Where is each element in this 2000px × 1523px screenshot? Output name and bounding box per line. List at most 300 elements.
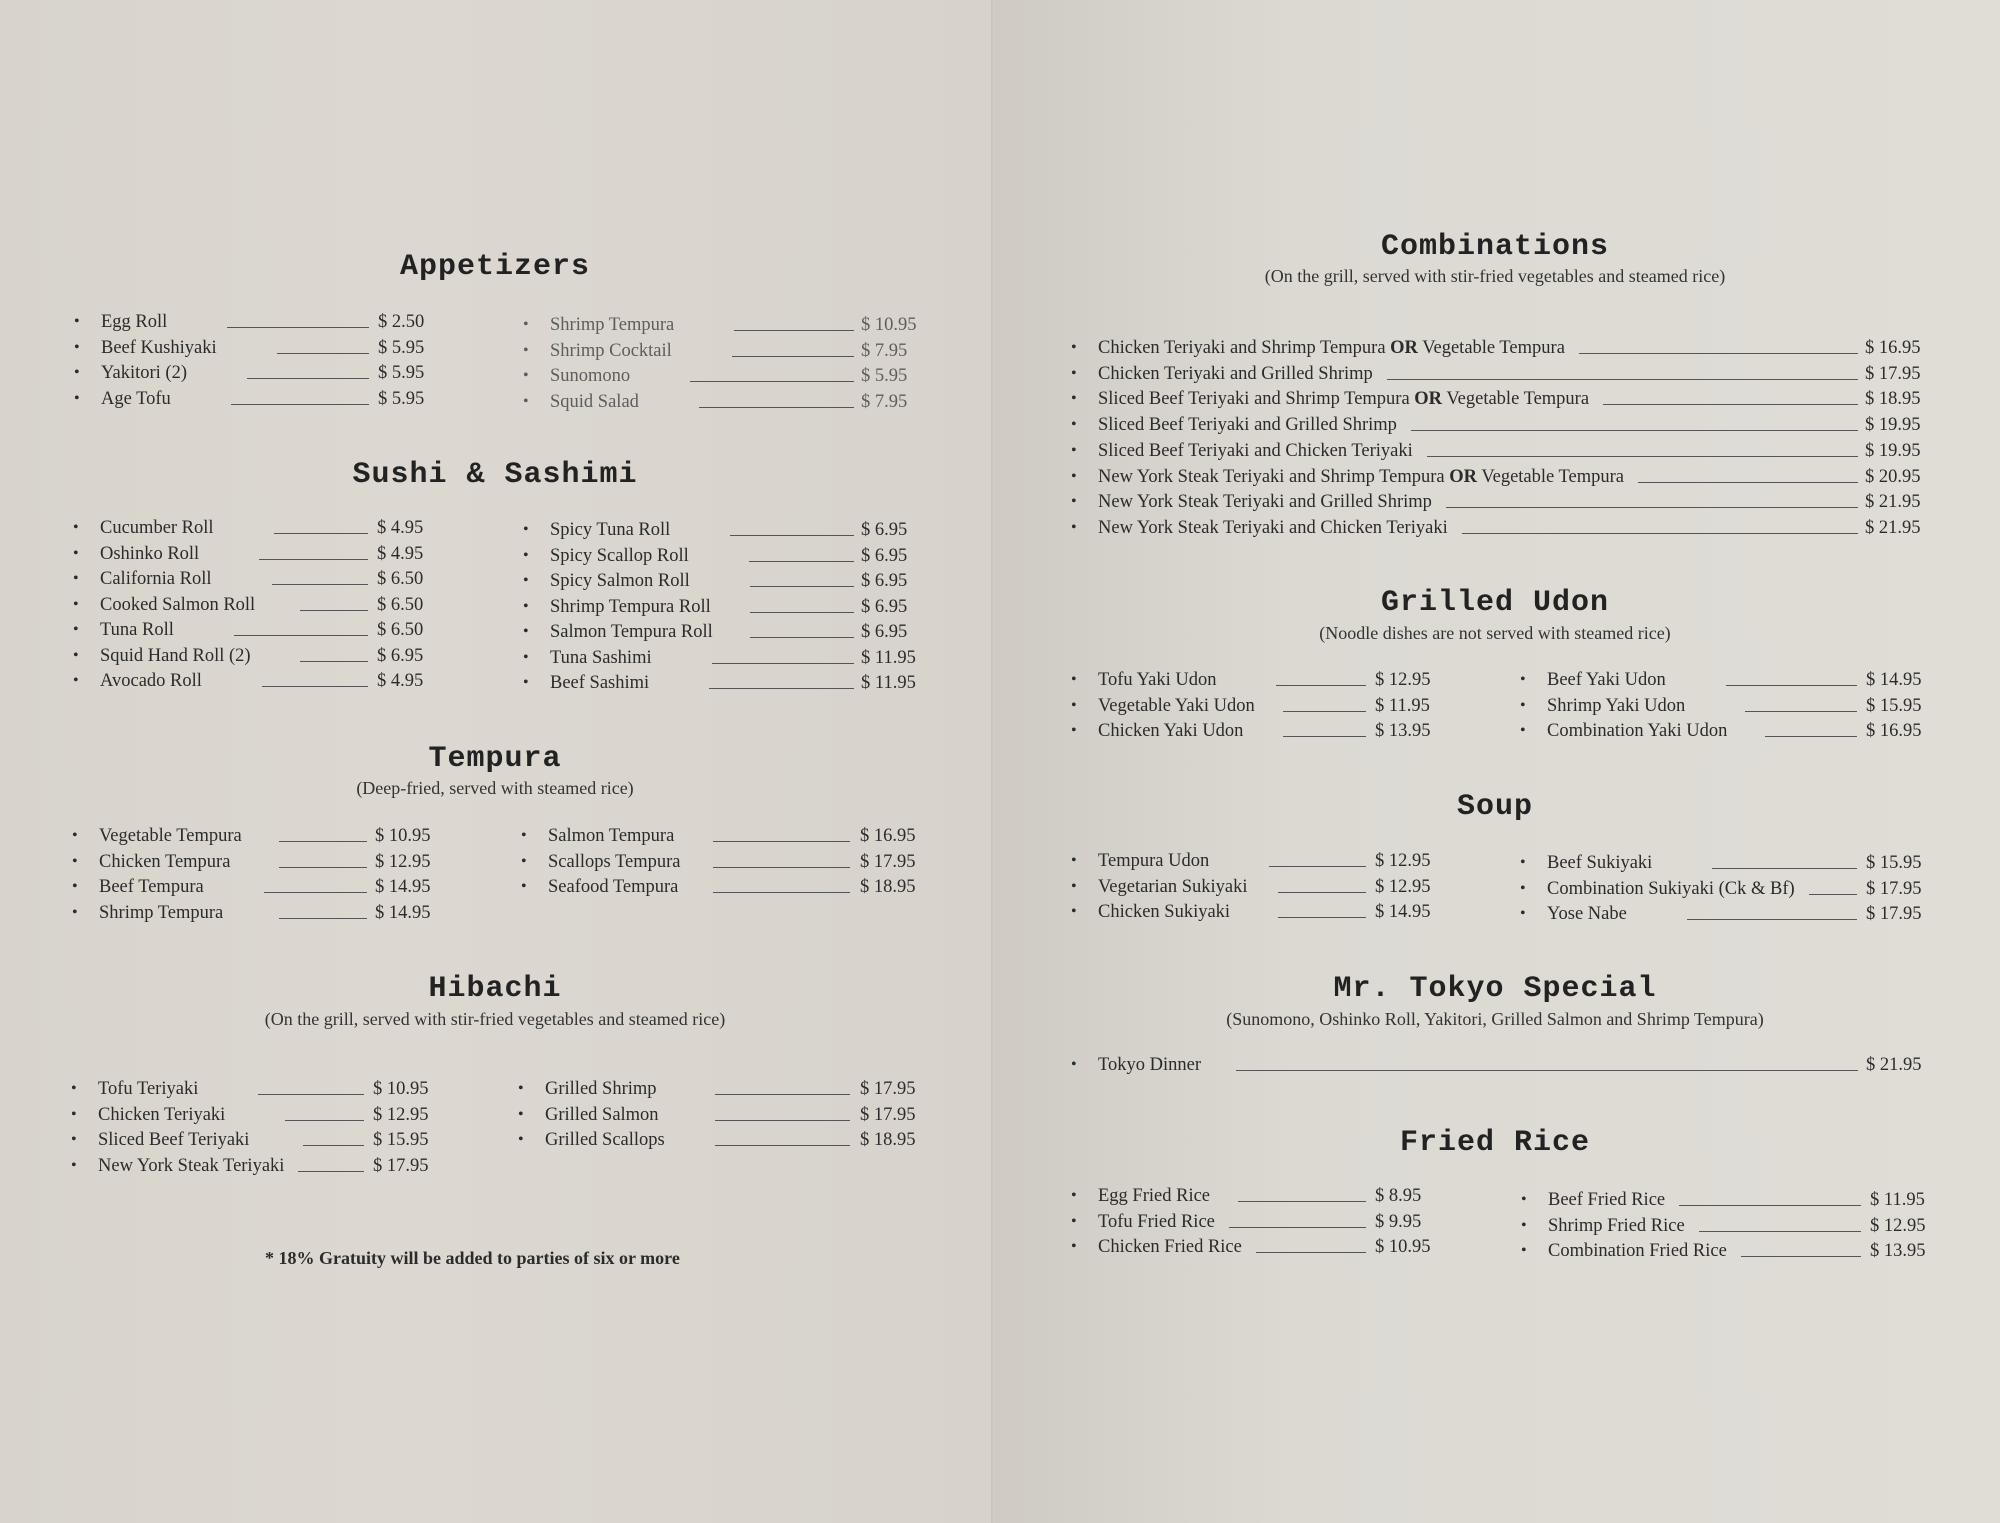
menu-item-name: Egg Fried Rice <box>1098 1186 1211 1206</box>
menu-item-name: Squid Hand Roll (2) <box>100 645 251 666</box>
menu-item-price: $ 19.95 <box>1865 415 1921 436</box>
menu-item-price: $ 5.95 <box>861 366 908 386</box>
bullet-icon: • <box>73 595 79 613</box>
combination-main: Chicken Teriyaki and Shrimp Tempura <box>1098 338 1386 358</box>
menu-item <box>1520 694 1946 718</box>
combination-main: New York Steak Teriyaki and Grilled Shrimp <box>1098 492 1432 513</box>
leader-line <box>1427 456 1858 457</box>
leader-line <box>274 533 368 534</box>
leader-line <box>1765 736 1857 737</box>
menu-item-price: $ 20.95 <box>1865 466 1921 487</box>
bullet-icon: • <box>71 1080 77 1097</box>
bullet-icon: • <box>73 544 79 562</box>
menu-item-name: Squid Salad <box>550 391 639 412</box>
menu-item-name: Tofu Fried Rice <box>1098 1211 1215 1232</box>
menu-item-price: $ 14.95 <box>375 902 431 923</box>
menu-item-price: $ 14.95 <box>1375 902 1431 922</box>
menu-item <box>73 593 457 617</box>
mr-tokyo-special-heading: Mr. Tokyo Special <box>1333 972 1657 1006</box>
menu-item-name: Tuna Sashimi <box>550 647 652 668</box>
menu-item-name: Chicken Tempura <box>99 851 231 872</box>
menu-item <box>73 542 457 566</box>
leader-line <box>1283 736 1366 737</box>
bullet-icon: • <box>1071 390 1077 408</box>
menu-item-price: $ 12.95 <box>375 851 431 872</box>
combination-main: Sliced Beef Teriyaki and Chicken Teriyaki <box>1098 440 1413 461</box>
leader-line <box>227 327 369 328</box>
menu-item <box>71 1128 453 1152</box>
menu-item-name <box>1098 413 1397 437</box>
menu-item <box>521 824 940 848</box>
menu-item-name: Chicken Teriyaki <box>98 1104 226 1125</box>
menu-item <box>523 339 941 363</box>
menu-item <box>523 646 941 670</box>
menu-item-price: $ 16.95 <box>1865 338 1921 358</box>
menu-item-name: Combination Fried Rice <box>1548 1241 1727 1261</box>
combination-item <box>1071 516 1945 540</box>
grilled-udon-subheading: (Noodle dishes are not served with steamed rice) <box>1319 623 1671 643</box>
menu-item-name: Combination Sukiyaki (Ck & Bf) <box>1547 878 1795 899</box>
bullet-icon: • <box>523 367 529 384</box>
bullet-icon: • <box>1071 722 1077 739</box>
bullet-icon: • <box>523 648 529 666</box>
menu-item <box>73 516 457 540</box>
menu-item-price: $ 16.95 <box>1866 721 1922 741</box>
menu-item <box>1520 719 1946 743</box>
menu-item-price: $ 17.95 <box>860 1104 916 1125</box>
leader-line <box>1809 894 1857 895</box>
menu-item-price: $ 12.95 <box>1375 851 1431 871</box>
menu-item-name: Beef Sashimi <box>550 673 650 693</box>
menu-item <box>72 850 455 874</box>
menu-item-price: $ 9.95 <box>1375 1211 1422 1232</box>
combinations-subheading: (On the grill, served with stir-fried vegetables and steamed rice) <box>1264 266 1726 286</box>
menu-item-name <box>1098 465 1624 489</box>
bullet-icon: • <box>1071 441 1077 459</box>
bullet-icon: • <box>73 672 79 689</box>
menu-item-price: $ 8.95 <box>1375 1186 1422 1206</box>
menu-item <box>1520 877 1946 901</box>
menu-item-name: Avocado Roll <box>100 671 202 691</box>
menu-item <box>1071 1235 1455 1259</box>
menu-item-price: $ 17.95 <box>1865 363 1921 384</box>
leader-line <box>1238 1201 1366 1202</box>
menu-item-price: $ 10.95 <box>373 1079 429 1099</box>
menu-item <box>523 364 941 388</box>
menu-item <box>523 620 941 644</box>
menu-item-name: Grilled Shrimp <box>545 1079 657 1099</box>
menu-item <box>1071 668 1455 692</box>
menu-item-price: $ 6.95 <box>861 520 908 540</box>
gratuity-note: * 18% Gratuity will be added to parties of six or more <box>265 1248 680 1268</box>
menu-item-price: $ 6.50 <box>377 569 424 589</box>
leader-line <box>1411 430 1858 431</box>
leader-line <box>300 661 368 662</box>
leader-line <box>732 356 854 357</box>
menu-item-price: $ 5.95 <box>378 363 425 383</box>
leader-line <box>690 381 854 382</box>
appetizers-heading: Appetizers <box>399 250 591 284</box>
menu-item-name: Spicy Salmon Roll <box>550 571 690 591</box>
leader-line <box>750 586 854 587</box>
menu-item-price: $ 12.95 <box>373 1104 429 1125</box>
bullet-icon: • <box>1071 518 1077 536</box>
leader-line <box>1278 892 1366 893</box>
leader-line <box>715 1145 850 1146</box>
menu-item-price: $ 5.95 <box>378 388 425 409</box>
menu-item <box>73 567 457 591</box>
leader-line <box>1741 1256 1861 1257</box>
combination-item <box>1071 490 1945 514</box>
menu-item-name: Chicken Fried Rice <box>1098 1237 1242 1257</box>
menu-item-price: $ 12.95 <box>1375 876 1431 897</box>
bullet-icon: • <box>523 597 529 615</box>
menu-item-name: Chicken Sukiyaki <box>1098 902 1231 922</box>
bullet-icon: • <box>71 1156 77 1174</box>
bullet-icon: • <box>74 389 80 407</box>
bullet-icon: • <box>1071 1056 1077 1073</box>
menu-right-page <box>993 0 2000 1523</box>
menu-item-price: $ 11.95 <box>1375 695 1430 716</box>
menu-item <box>523 518 941 542</box>
combination-item <box>1071 387 1945 411</box>
menu-item-price: $ 4.95 <box>377 518 424 538</box>
menu-item-name: Yakitori (2) <box>101 363 187 383</box>
menu-item-name: Vegetable Tempura <box>99 826 242 846</box>
menu-item-price: $ 13.95 <box>1375 721 1431 741</box>
menu-item <box>1071 1053 1946 1077</box>
leader-line <box>750 612 854 613</box>
menu-item-name: Vegetarian Sukiyaki <box>1098 876 1248 897</box>
bullet-icon: • <box>523 546 529 564</box>
menu-item <box>1071 1184 1455 1208</box>
leader-line <box>1687 919 1857 920</box>
bullet-icon: • <box>72 827 78 844</box>
menu-item-price: $ 21.95 <box>1866 1055 1922 1075</box>
leader-line <box>1283 711 1366 712</box>
leader-line <box>262 686 368 687</box>
menu-item-name: Shrimp Cocktail <box>550 340 672 361</box>
menu-item <box>523 595 941 619</box>
menu-item <box>1520 668 1946 692</box>
menu-item-name: Seafood Tempura <box>548 877 679 897</box>
bullet-icon: • <box>1071 1238 1077 1255</box>
combination-alternative: Vegetable Tempura <box>1446 389 1590 410</box>
combination-main: Sliced Beef Teriyaki and Grilled Shrimp <box>1098 415 1397 436</box>
menu-item-price: $ 7.95 <box>861 391 908 412</box>
menu-item <box>1071 719 1455 743</box>
fried-rice-heading: Fried Rice <box>1399 1126 1591 1160</box>
bullet-icon: • <box>523 392 529 410</box>
menu-item <box>73 669 457 693</box>
bullet-icon: • <box>1071 696 1077 714</box>
menu-item <box>71 1077 453 1101</box>
menu-item <box>72 875 455 899</box>
leader-line <box>277 353 369 354</box>
soup-heading: Soup <box>1456 790 1533 824</box>
leader-line <box>713 892 850 893</box>
menu-item-price: $ 12.95 <box>1375 670 1431 690</box>
menu-item-name: Beef Kushiyaki <box>101 337 217 358</box>
bullet-icon: • <box>523 316 529 333</box>
leader-line <box>1446 507 1858 508</box>
combination-item <box>1071 439 1945 463</box>
menu-item-price: $ 7.95 <box>861 340 908 361</box>
hibachi-heading: Hibachi <box>428 972 562 1006</box>
menu-item-price: $ 19.95 <box>1865 440 1921 461</box>
bullet-icon: • <box>73 570 79 587</box>
bullet-icon: • <box>74 338 80 356</box>
leader-line <box>734 330 854 331</box>
combination-main: Sliced Beef Teriyaki and Shrimp Tempura <box>1098 389 1410 410</box>
menu-item-name: Beef Tempura <box>99 877 204 897</box>
leader-line <box>1269 866 1366 867</box>
leader-line <box>1387 379 1858 380</box>
leader-line <box>285 1120 364 1121</box>
menu-item-name <box>1098 362 1373 386</box>
leader-line <box>1726 685 1857 686</box>
menu-item <box>1521 1239 1950 1263</box>
menu-item <box>523 569 941 593</box>
menu-item-name: Tokyo Dinner <box>1098 1055 1202 1075</box>
leader-line <box>1603 404 1858 405</box>
menu-item <box>1520 902 1946 926</box>
menu-item-price: $ 6.95 <box>861 545 908 566</box>
menu-item <box>1071 900 1455 924</box>
menu-item-price: $ 6.95 <box>377 645 424 666</box>
menu-item <box>72 824 455 848</box>
bullet-icon: • <box>523 674 529 691</box>
menu-item-price: $ 17.95 <box>1866 904 1922 924</box>
menu-item-name: Cooked Salmon Roll <box>100 594 256 615</box>
menu-item-name: Salmon Tempura <box>548 826 675 846</box>
menu-item-name: Cucumber Roll <box>100 518 214 538</box>
bullet-icon: • <box>73 519 79 536</box>
menu-item-name: Shrimp Tempura <box>550 315 675 335</box>
combination-item <box>1071 465 1945 489</box>
leader-line <box>1679 1205 1861 1206</box>
leader-line <box>1256 1252 1366 1253</box>
or-label: OR <box>1390 338 1418 358</box>
bullet-icon: • <box>1071 852 1077 869</box>
bullet-icon: • <box>73 646 79 664</box>
bullet-icon: • <box>73 621 79 638</box>
leader-line <box>1638 482 1858 483</box>
leader-line <box>259 559 368 560</box>
bullet-icon: • <box>521 852 527 870</box>
menu-item-name: Salmon Tempura Roll <box>550 622 713 642</box>
menu-item-price: $ 11.95 <box>861 673 916 693</box>
bullet-icon: • <box>523 341 529 359</box>
menu-item <box>523 390 941 414</box>
menu-item <box>1520 851 1946 875</box>
menu-item-name: Beef Sukiyaki <box>1547 853 1653 873</box>
menu-item-name: Sunomono <box>550 366 631 386</box>
menu-item-name: Oshinko Roll <box>100 543 200 564</box>
menu-item-name: Tofu Teriyaki <box>98 1079 199 1099</box>
menu-item-name: Shrimp Fried Rice <box>1548 1215 1685 1236</box>
menu-item-price: $ 10.95 <box>861 315 917 335</box>
menu-item-price: $ 6.95 <box>861 596 908 617</box>
menu-item-price: $ 11.95 <box>1870 1190 1925 1210</box>
menu-item-price: $ 13.95 <box>1870 1241 1926 1261</box>
combinations-heading: Combinations <box>1380 230 1610 264</box>
bullet-icon: • <box>1521 1191 1527 1208</box>
leader-line <box>1579 353 1858 354</box>
menu-item <box>521 850 940 874</box>
menu-item-price: $ 17.95 <box>860 1079 916 1099</box>
menu-item-name: Shrimp Yaki Udon <box>1547 695 1686 716</box>
menu-item-price: $ 17.95 <box>860 851 916 872</box>
leader-line <box>715 1120 850 1121</box>
bullet-icon: • <box>74 364 80 381</box>
menu-item-price: $ 6.50 <box>377 620 424 640</box>
menu-item <box>74 387 458 411</box>
bullet-icon: • <box>521 827 527 844</box>
combination-alternative: Vegetable Tempura <box>1422 338 1565 358</box>
bullet-icon: • <box>1071 1212 1077 1230</box>
menu-item <box>74 310 458 334</box>
menu-item-name: Tempura Udon <box>1098 851 1210 871</box>
sushi-sashimi-heading: Sushi & Sashimi <box>352 458 638 492</box>
menu-item-price: $ 15.95 <box>1866 695 1922 716</box>
menu-item-price: $ 11.95 <box>861 647 916 668</box>
menu-item-price: $ 6.95 <box>861 622 908 642</box>
menu-item <box>523 671 941 695</box>
bullet-icon: • <box>518 1105 524 1123</box>
leader-line <box>1699 1231 1861 1232</box>
grilled-udon-heading: Grilled Udon <box>1380 586 1610 620</box>
menu-item <box>73 618 457 642</box>
leader-line <box>1229 1227 1366 1228</box>
menu-item <box>518 1103 940 1127</box>
hibachi-subheading: (On the grill, served with stir-fried vegetables and steamed rice) <box>264 1009 726 1029</box>
bullet-icon: • <box>523 521 529 538</box>
bullet-icon: • <box>72 852 78 870</box>
menu-item-price: $ 6.95 <box>861 571 908 591</box>
menu-item-name <box>1098 336 1565 360</box>
leader-line <box>264 892 367 893</box>
bullet-icon: • <box>523 623 529 640</box>
bullet-icon: • <box>1071 903 1077 920</box>
menu-item <box>1071 694 1455 718</box>
leader-line <box>1745 711 1857 712</box>
page-fold <box>991 0 995 1523</box>
menu-item-price: $ 21.95 <box>1865 492 1921 513</box>
bullet-icon: • <box>521 878 527 895</box>
menu-item-price: $ 6.50 <box>377 594 424 615</box>
menu-item <box>1521 1214 1950 1238</box>
leader-line <box>231 404 369 405</box>
menu-item-name: Shrimp Tempura Roll <box>550 596 711 617</box>
bullet-icon: • <box>72 878 78 895</box>
menu-item-price: $ 17.95 <box>373 1155 429 1176</box>
leader-line <box>303 1145 364 1146</box>
menu-item <box>1071 1210 1455 1234</box>
menu-item-name <box>1098 516 1448 540</box>
leader-line <box>709 688 854 689</box>
menu-item-name: Tofu Yaki Udon <box>1098 670 1217 690</box>
menu-item-name <box>1098 439 1413 463</box>
bullet-icon: • <box>518 1131 524 1148</box>
leader-line <box>300 610 368 611</box>
bullet-icon: • <box>1520 696 1526 714</box>
menu-item-price: $ 10.95 <box>375 826 431 846</box>
leader-line <box>699 407 854 408</box>
menu-item <box>72 901 455 925</box>
menu-item-price: $ 14.95 <box>375 877 431 897</box>
menu-item-name: Spicy Tuna Roll <box>550 520 671 540</box>
or-label: OR <box>1414 389 1443 410</box>
menu-item <box>523 313 941 337</box>
bullet-icon: • <box>1521 1216 1527 1234</box>
menu-item-price: $ 2.50 <box>378 312 425 332</box>
menu-item-price: $ 12.95 <box>1870 1215 1926 1236</box>
menu-item-name: California Roll <box>100 569 212 589</box>
menu-item <box>71 1154 453 1178</box>
menu-item <box>71 1103 453 1127</box>
menu-item <box>523 544 941 568</box>
menu-item <box>1521 1188 1950 1212</box>
bullet-icon: • <box>1071 493 1077 511</box>
leader-line <box>730 535 854 536</box>
leader-line <box>1462 533 1858 534</box>
bullet-icon: • <box>72 903 78 921</box>
menu-item-name: Age Tofu <box>101 388 171 409</box>
bullet-icon: • <box>74 313 80 330</box>
menu-item-price: $ 16.95 <box>860 826 916 846</box>
menu-item-price: $ 10.95 <box>1375 1237 1431 1257</box>
tempura-heading: Tempura <box>428 742 562 776</box>
menu-item <box>518 1128 940 1152</box>
combination-alternative: Vegetable Tempura <box>1481 466 1625 487</box>
leader-line <box>713 841 850 842</box>
bullet-icon: • <box>71 1131 77 1148</box>
bullet-icon: • <box>1071 1187 1077 1204</box>
leader-line <box>715 1094 850 1095</box>
menu-item <box>518 1077 940 1101</box>
leader-line <box>279 918 367 919</box>
bullet-icon: • <box>518 1080 524 1097</box>
menu-item <box>74 336 458 360</box>
bullet-icon: • <box>1521 1242 1527 1259</box>
menu-item-name: Scallops Tempura <box>548 851 681 872</box>
leader-line <box>298 1171 364 1172</box>
leader-line <box>1712 868 1857 869</box>
menu-item-name: Combination Yaki Udon <box>1547 721 1728 741</box>
combination-main: New York Steak Teriyaki and Chicken Teriyaki <box>1098 517 1448 538</box>
leader-line <box>279 841 367 842</box>
menu-item-name: Sliced Beef Teriyaki <box>98 1130 250 1150</box>
menu-item-name <box>1098 490 1432 514</box>
menu-item-name: New York Steak Teriyaki <box>98 1155 285 1176</box>
bullet-icon: • <box>1520 905 1526 922</box>
leader-line <box>1278 917 1366 918</box>
menu-item-price: $ 21.95 <box>1865 517 1921 538</box>
bullet-icon: • <box>1520 854 1526 871</box>
menu-item-name: Shrimp Tempura <box>99 902 224 923</box>
or-label: OR <box>1449 466 1478 487</box>
combination-main: Chicken Teriyaki and Grilled Shrimp <box>1098 363 1373 384</box>
leader-line <box>1236 1070 1858 1071</box>
mr-tokyo-special-subheading: (Sunomono, Oshinko Roll, Yakitori, Grilled Salmon and Shrimp Tempura) <box>1226 1009 1764 1029</box>
menu-item <box>74 361 458 385</box>
menu-item-price: $ 18.95 <box>1865 389 1921 410</box>
bullet-icon: • <box>1071 467 1077 485</box>
menu-item-price: $ 14.95 <box>1866 670 1922 690</box>
menu-item-price: $ 15.95 <box>373 1130 429 1150</box>
leader-line <box>234 635 368 636</box>
